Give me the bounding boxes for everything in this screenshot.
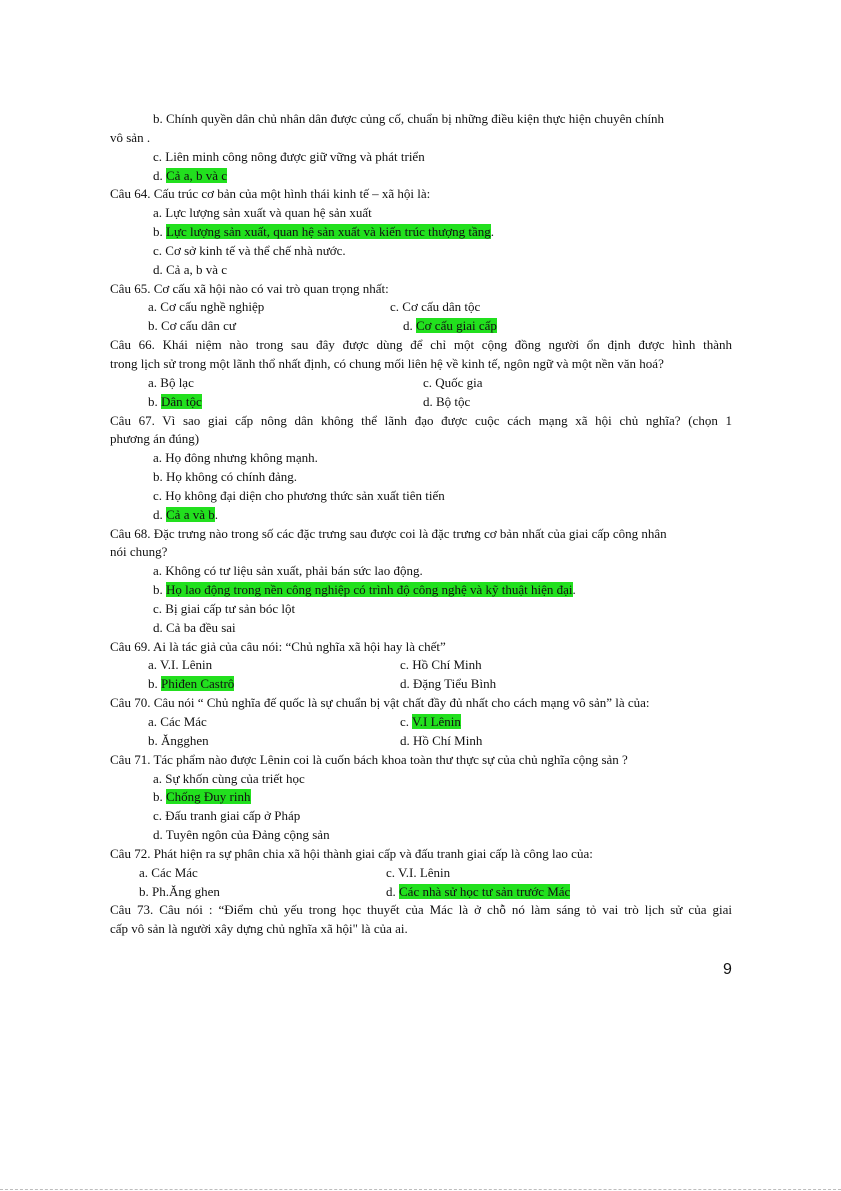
highlighted-answer: Các nhà sử học tư sản trước Mác <box>399 883 571 899</box>
option-label: b. <box>153 582 166 598</box>
option-b: b. Ăngghen <box>148 732 209 748</box>
option-d <box>110 619 732 638</box>
option-b: b. Cơ cấu dân cư <box>148 318 236 334</box>
options-row <box>110 864 732 883</box>
question-64 <box>110 185 732 204</box>
line-text: c. Họ không đại diện cho phương thức sản xuất tiên tiến <box>153 487 445 503</box>
option-a: a. Cơ cấu nghề nghiệp <box>148 299 265 315</box>
options-row <box>110 732 732 751</box>
highlighted-answer: Họ lao động trong nền công nghiệp có trình độ công nghệ và kỹ thuật hiện đại <box>166 582 573 598</box>
option-b-answer <box>110 223 732 242</box>
options-row <box>110 883 732 902</box>
line-text: b. Chính quyền dân chủ nhân dân được củng cố, chuẩn bị những điều kiện thực hiện chuyên chính <box>153 111 665 126</box>
option-b <box>110 468 732 487</box>
question-69 <box>110 638 732 657</box>
options-row <box>110 713 732 732</box>
line-text: a. Lực lượng sản xuất và quan hệ sản xuất <box>153 205 372 221</box>
line-text: d. Tuyên ngôn của Đảng cộng sản <box>153 827 330 843</box>
line-text: c. Bị giai cấp tư sản bóc lột <box>153 600 296 616</box>
question-text: Câu 70. Câu nói “ Chủ nghĩa đế quốc là sự chuẩn bị vật chất đầy đủ nhất cho cách mạng vô sản” là của: <box>110 695 650 711</box>
page-bottom-divider <box>0 1189 841 1190</box>
text-line <box>110 110 732 129</box>
line-text: cấp vô sản là người xây dựng chủ nghĩa xã hội" là của ai. <box>110 921 408 937</box>
option-label: d. <box>153 506 166 522</box>
options-row <box>110 675 732 694</box>
line-text: nói chung? <box>110 544 168 560</box>
option-label: d. <box>386 883 399 899</box>
question-70 <box>110 694 732 713</box>
question-67 <box>110 412 732 431</box>
punctuation: . <box>490 224 495 240</box>
line-text: c. Cơ sở kinh tế và thể chế nhà nước. <box>153 242 346 258</box>
option-b-answer <box>110 788 732 807</box>
highlighted-answer: Cả a và b <box>166 506 215 522</box>
highlighted-answer: Phiđen Castrô <box>161 676 235 692</box>
line-text: a. Họ đông nhưng không mạnh. <box>153 450 318 466</box>
option-label: b. <box>153 224 166 240</box>
option-c <box>110 148 732 167</box>
punctuation: . <box>214 506 218 522</box>
page-content <box>110 110 732 939</box>
option-d: d. Đặng Tiểu Bình <box>400 676 497 692</box>
option-d-answer <box>403 317 497 336</box>
options-row <box>110 317 732 336</box>
question-72 <box>110 845 732 864</box>
line-text: c. Đấu tranh giai cấp ở Pháp <box>153 808 301 824</box>
line-text: trong lịch sử trong một lãnh thổ nhất định, có chung mối liên hệ về kinh tế, ngôn ngữ và một nền văn hoá? <box>110 355 664 371</box>
question-text: Câu 64. Cấu trúc cơ bản của một hình thái kinh tế – xã hội là: <box>110 186 431 202</box>
option-c <box>110 487 732 506</box>
highlighted-answer: Cả a, b và c <box>166 167 228 183</box>
option-b-answer <box>148 676 234 691</box>
page-number: 9 <box>723 961 732 978</box>
question-66 <box>110 336 732 355</box>
option-d <box>110 261 732 280</box>
question-73 <box>110 901 732 920</box>
highlighted-answer: Chống Đuy rinh <box>166 789 251 805</box>
text-line <box>110 129 732 148</box>
option-label: b. <box>148 676 161 692</box>
question-65 <box>110 280 732 299</box>
option-b-answer <box>148 394 202 409</box>
option-a <box>110 770 732 789</box>
option-a: a. V.I. Lênin <box>148 657 213 673</box>
option-c <box>110 600 732 619</box>
option-d <box>110 826 732 845</box>
text-line <box>110 355 732 374</box>
option-c <box>110 807 732 826</box>
question-68 <box>110 525 732 544</box>
question-71 <box>110 751 732 770</box>
question-text: Câu 71. Tác phẩm nào được Lênin coi là cuốn bách khoa toàn thư thực sự của chủ nghĩa cộng sản ? <box>110 751 628 767</box>
question-text: Câu 66. Khái niệm nào trong sau đây được dùng để chỉ một cộng đồng người ổn định được hình thành <box>110 337 732 353</box>
highlighted-answer: Dân tộc <box>161 393 202 409</box>
line-text: d. Cả a, b và c <box>153 261 228 277</box>
line-text: a. Không có tư liệu sản xuất, phải bán sức lao động. <box>153 563 423 579</box>
line-text: a. Sự khốn cùng của triết học <box>153 770 305 786</box>
option-d: d. Bộ tộc <box>423 393 471 409</box>
option-a <box>110 204 732 223</box>
question-text: Câu 65. Cơ cấu xã hội nào có vai trò quan trọng nhất: <box>110 280 389 296</box>
options-row <box>110 393 732 412</box>
option-a: a. Các Mác <box>148 714 207 729</box>
option-d-answer <box>386 883 570 902</box>
option-c: c. V.I. Lênin <box>386 864 451 880</box>
question-text: Câu 72. Phát hiện ra sự phân chia xã hội thành giai cấp và đấu tranh giai cấp là công lao của: <box>110 845 593 861</box>
question-text: Câu 67. Vì sao giai cấp nông dân không thể lãnh đạo được cuộc cách mạng xã hội chủ nghĩa? (chọn 1 <box>110 412 732 428</box>
option-d: d. Hồ Chí Minh <box>400 732 483 748</box>
question-text: Câu 69. Ai là tác giả của câu nói: “Chủ nghĩa xã hội hay là chết” <box>110 638 446 654</box>
option-c: c. Cơ cấu dân tộc <box>390 299 481 315</box>
line-text: d. Cả ba đều sai <box>153 619 236 635</box>
option-label: d. <box>153 167 166 183</box>
text-line <box>110 543 732 562</box>
punctuation: . <box>572 582 576 598</box>
option-c <box>110 242 732 261</box>
text-line <box>110 920 732 939</box>
question-text: Câu 73. Câu nói : “Điểm chủ yếu trong học thuyết của Mác là ở chỗ nó làm sáng tỏ vai trò lịch sử của giai <box>110 902 732 918</box>
option-b-answer <box>110 581 732 600</box>
question-text: Câu 68. Đặc trưng nào trong số các đặc trưng sau được coi là đặc trưng cơ bản nhất của giai cấp công nhân <box>110 525 667 541</box>
option-label: d. <box>403 318 416 334</box>
option-d-answer <box>110 506 732 525</box>
option-a <box>110 449 732 468</box>
highlighted-answer: V.I Lênin <box>412 714 461 729</box>
option-c: c. Hồ Chí Minh <box>400 657 482 673</box>
option-a: a. Bộ lạc <box>148 374 194 390</box>
option-c-answer <box>400 713 461 732</box>
options-row <box>110 298 732 317</box>
option-c: c. Quốc gia <box>423 374 483 390</box>
option-label: c. <box>400 714 413 729</box>
highlighted-answer: Cơ cấu giai cấp <box>416 318 497 334</box>
line-text: b. Họ không có chính đảng. <box>153 469 298 485</box>
text-line <box>110 430 732 449</box>
highlighted-answer: Lực lượng sản xuất, quan hệ sản xuất và kiến trúc thượng tầng <box>166 224 491 240</box>
option-a <box>110 562 732 581</box>
option-label: b. <box>153 789 166 805</box>
option-b: b. Ph.Ăng ghen <box>139 883 220 899</box>
option-a: a. Các Mác <box>139 864 198 880</box>
options-row <box>110 656 732 675</box>
line-text: phương án đúng) <box>110 431 200 447</box>
option-d-answer <box>110 167 732 186</box>
line-text: vô sản . <box>110 129 151 145</box>
line-text: c. Liên minh công nông được giữ vững và phát triển <box>153 148 425 164</box>
options-row <box>110 374 732 393</box>
option-label: b. <box>148 393 161 409</box>
